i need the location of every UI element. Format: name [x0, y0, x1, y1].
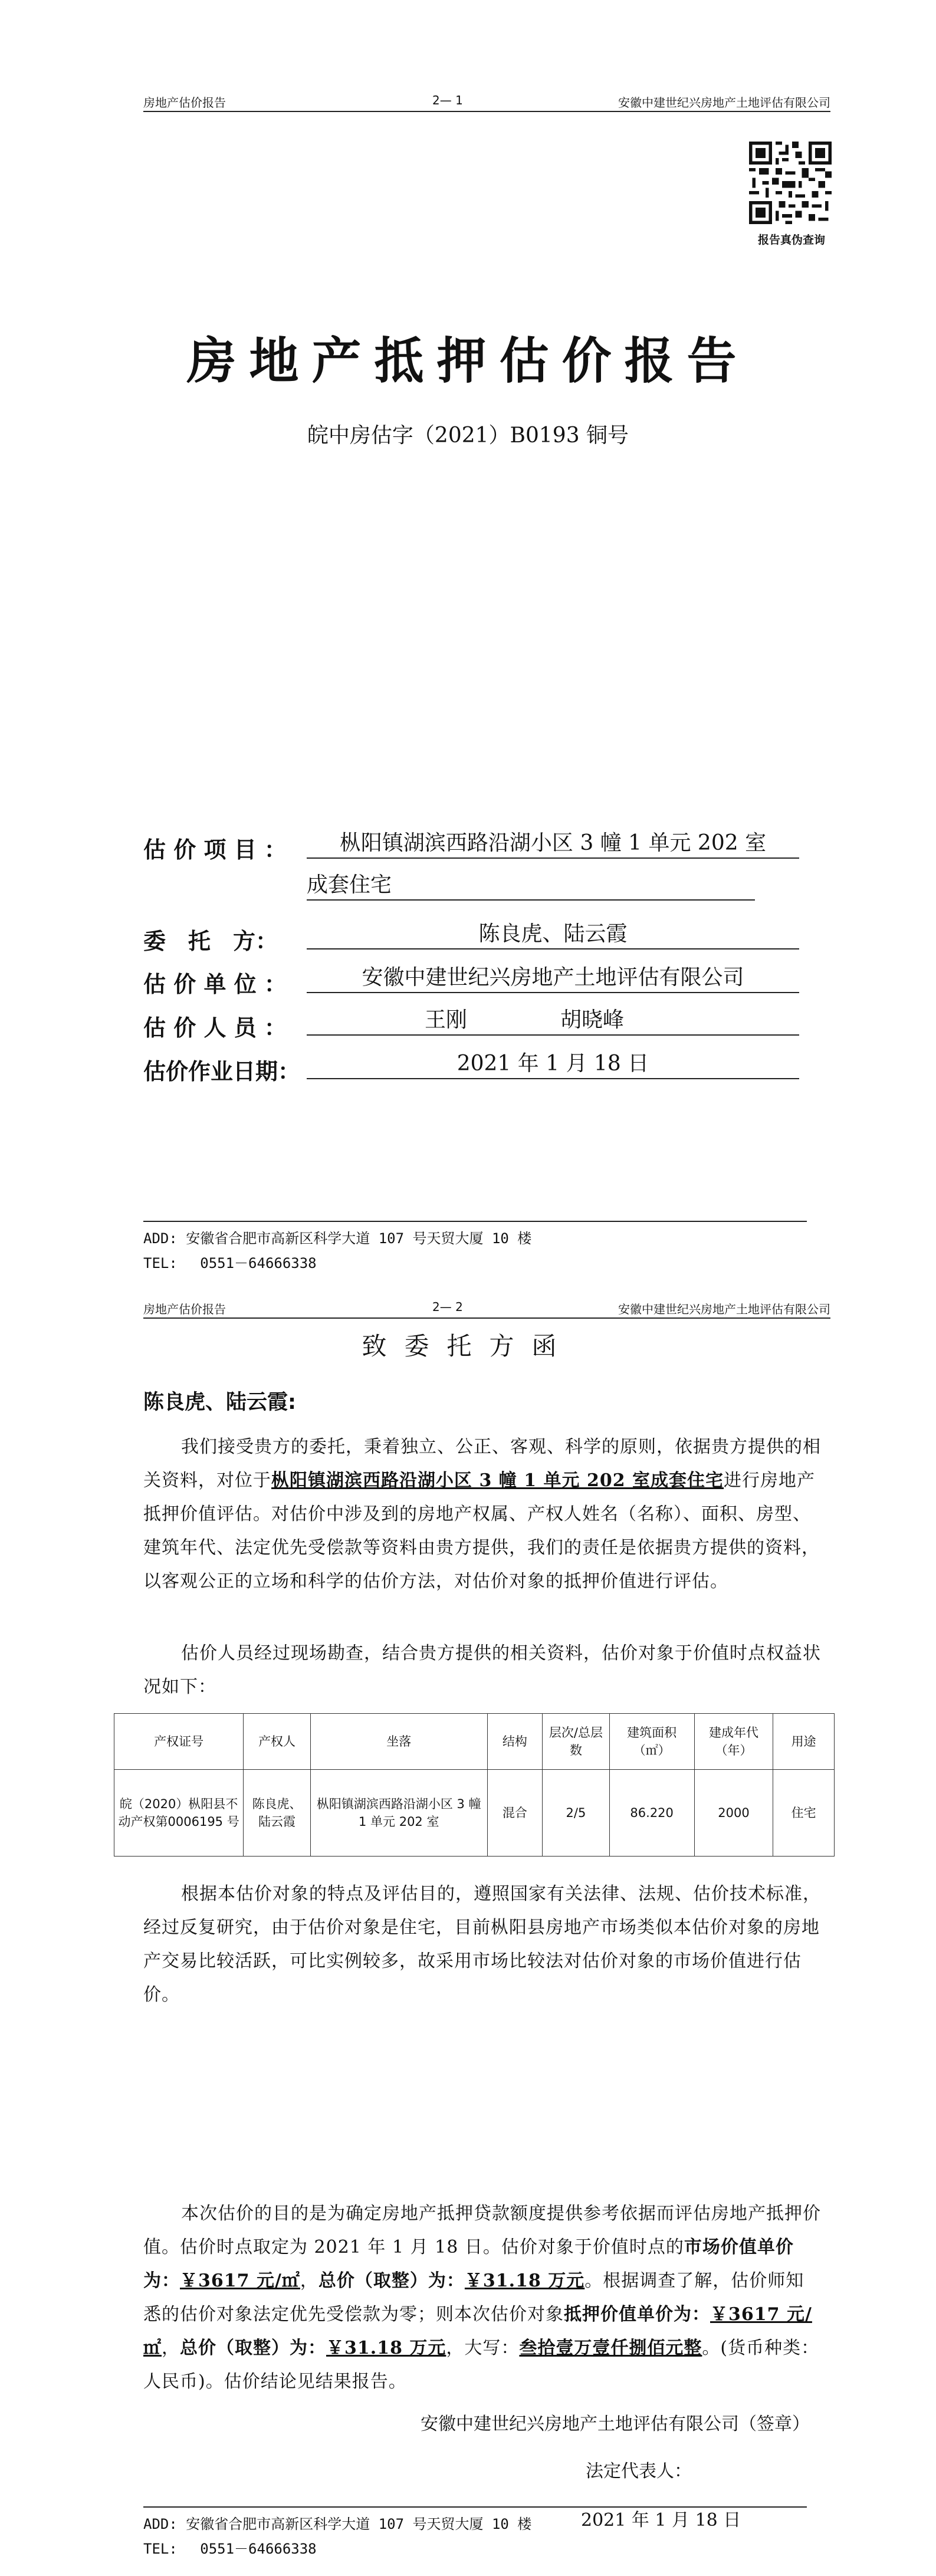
signature-date: 2021 年 1 月 18 日	[581, 2510, 741, 2531]
cell-area: 86.220	[609, 1770, 694, 1857]
mortgage-total-price: ￥31.18 万元	[326, 2338, 446, 2358]
salutation: 陈良虎、陆云霞:	[143, 1391, 296, 1414]
header-page-number: 2— 2	[432, 1300, 463, 1314]
info-client-value: 陈良虎、陆云霞	[307, 920, 799, 949]
table-header-row	[114, 1714, 835, 1770]
col-area: 建筑面积（㎡）	[609, 1714, 694, 1770]
paragraph-intro: 我们接受贵方的委托，秉着独立、公正、客观、科学的原则，依据贵方提供的相关资料，对位于枞阳镇湖滨西路沿湖小区 3 幢 1 单元 202 室成套住宅进行房地产抵押价值评估。对估价中涉及到的房地产权属、产权人姓名（名称）、面积、房型、建筑年代、法定优先受偿款等资料由贵方提供，我们的责任是依据贵方提供的资料，以客观公正的立场和科学的估价方法，对估价对象的抵押价值进行评估。	[143, 1437, 821, 1592]
paragraph-conclusion: 本次估价的目的是为确定房地产抵押贷款额度提供参考依据而评估房地产抵押价值。估价时点取定为 2021 年 1 月 18 日。估价对象于价值时点的市场价值单价为：￥3617 元/㎡，总价（取整）为：￥31.18 万元。根据调查了解，估价师知悉的估价对象法定优先受偿款为零；则本次估价对象抵押价值单价为：￥3617 元/㎡，总价（取整）为：￥31.18 万元，大写：叁拾壹万壹仟捌佰元整。(货币种类：人民币)。估价结论见结果报告。	[143, 2203, 821, 2392]
col-cert-no: 产权证号	[114, 1714, 244, 1770]
cell-cert-no: 皖（2020）枞阳县不动产权第0006195 号	[114, 1770, 244, 1857]
property-address-emphasis: 枞阳镇湖滨西路沿湖小区 3 幢 1 单元 202 室成套住宅	[271, 1470, 724, 1491]
info-unit-label: 估 价 单 位 ：	[143, 971, 287, 997]
header-company-name: 安徽中建世纪兴房地产土地评估有限公司	[618, 1302, 830, 1316]
col-owner: 产权人	[244, 1714, 311, 1770]
mortgage-unit-price: ￥3617 元/㎡	[143, 2304, 812, 2358]
report-title: 房地产抵押估价报告	[186, 332, 750, 390]
footer-address: ADD: 安徽省合肥市高新区科学大道 107 号天贸大厦 10 楼	[143, 2516, 532, 2532]
footer-divider	[143, 1221, 807, 1222]
info-unit-value: 安徽中建世纪兴房地产土地评估有限公司	[307, 964, 799, 993]
qr-code-icon	[749, 142, 832, 224]
cell-owner: 陈良虎、陆云霞	[244, 1770, 311, 1857]
running-header	[143, 1300, 830, 1319]
staff-name-2: 胡晓峰	[560, 1008, 625, 1032]
report-cover-page	[0, 0, 936, 1286]
info-staff-value	[307, 1006, 799, 1036]
header-report-name: 房地产估价报告	[143, 1302, 226, 1316]
market-total-price: ￥31.18 万元	[464, 2271, 585, 2291]
report-number: 皖中房估字（2021）B0193 铜号	[307, 423, 629, 448]
info-staff-label: 估 价 人 员 ：	[143, 1015, 287, 1041]
letter-title: 致委托方函	[362, 1332, 574, 1361]
letter-to-client-page	[0, 1286, 936, 2576]
signature-company: 安徽中建世纪兴房地产土地评估有限公司（签章）	[421, 2414, 810, 2434]
cell-structure: 混合	[487, 1770, 543, 1857]
paragraph-method: 根据本估价对象的特点及评估目的，遵照国家有关法律、法规、估价技术标准，经过反复研究，由于估价对象是住宅，目前枞阳县房地产市场类似本估价对象的房地产交易比较活跃，可比实例较多，故采用市场比较法对估价对象的市场价值进行估价。	[143, 1884, 821, 2005]
cell-location: 枞阳镇湖滨西路沿湖小区 3 幢 1 单元 202 室	[310, 1770, 487, 1857]
info-client-label: 委 托 方：	[143, 928, 278, 954]
col-usage: 用途	[773, 1714, 835, 1770]
footer-tel: TEL: 0551－64666338	[143, 2541, 317, 2557]
cell-usage: 住宅	[773, 1770, 835, 1857]
table-row	[114, 1770, 835, 1857]
footer-address: ADD: 安徽省合肥市高新区科学大道 107 号天贸大厦 10 楼	[143, 1230, 532, 1247]
info-project-value-cont: 成套住宅	[307, 871, 755, 901]
market-unit-price: ￥3617 元/㎡	[180, 2271, 300, 2291]
info-project-label: 估 价 项 目 ：	[143, 837, 287, 863]
footer-divider	[143, 2506, 807, 2508]
staff-name-1: 王刚	[425, 1008, 468, 1032]
info-date-value: 2021 年 1 月 18 日	[307, 1050, 799, 1079]
paragraph-survey: 估价人员经过现场勘查，结合贵方提供的相关资料，估价对象于价值时点权益状况如下：	[143, 1643, 821, 1697]
col-location: 坐落	[310, 1714, 487, 1770]
signature-representative: 法定代表人：	[586, 2461, 692, 2482]
property-table	[114, 1713, 835, 1857]
cell-year: 2000	[694, 1770, 773, 1857]
info-date-label: 估价作业日期：	[143, 1059, 301, 1085]
amount-in-words: 叁拾壹万壹仟捌佰元整	[519, 2338, 702, 2358]
info-project-value: 枞阳镇湖滨西路沿湖小区 3 幢 1 单元 202 室	[307, 829, 799, 859]
running-header	[143, 93, 830, 112]
col-structure: 结构	[487, 1714, 543, 1770]
cell-floor: 2/5	[543, 1770, 610, 1857]
qr-caption: 报告真伪查询	[757, 234, 825, 247]
footer-tel: TEL: 0551－64666338	[143, 1255, 317, 1271]
header-report-name: 房地产估价报告	[143, 96, 226, 110]
header-company-name: 安徽中建世纪兴房地产土地评估有限公司	[618, 96, 830, 110]
col-year: 建成年代（年）	[694, 1714, 773, 1770]
header-page-number: 2— 1	[432, 93, 463, 107]
col-floor: 层次/总层数	[543, 1714, 610, 1770]
